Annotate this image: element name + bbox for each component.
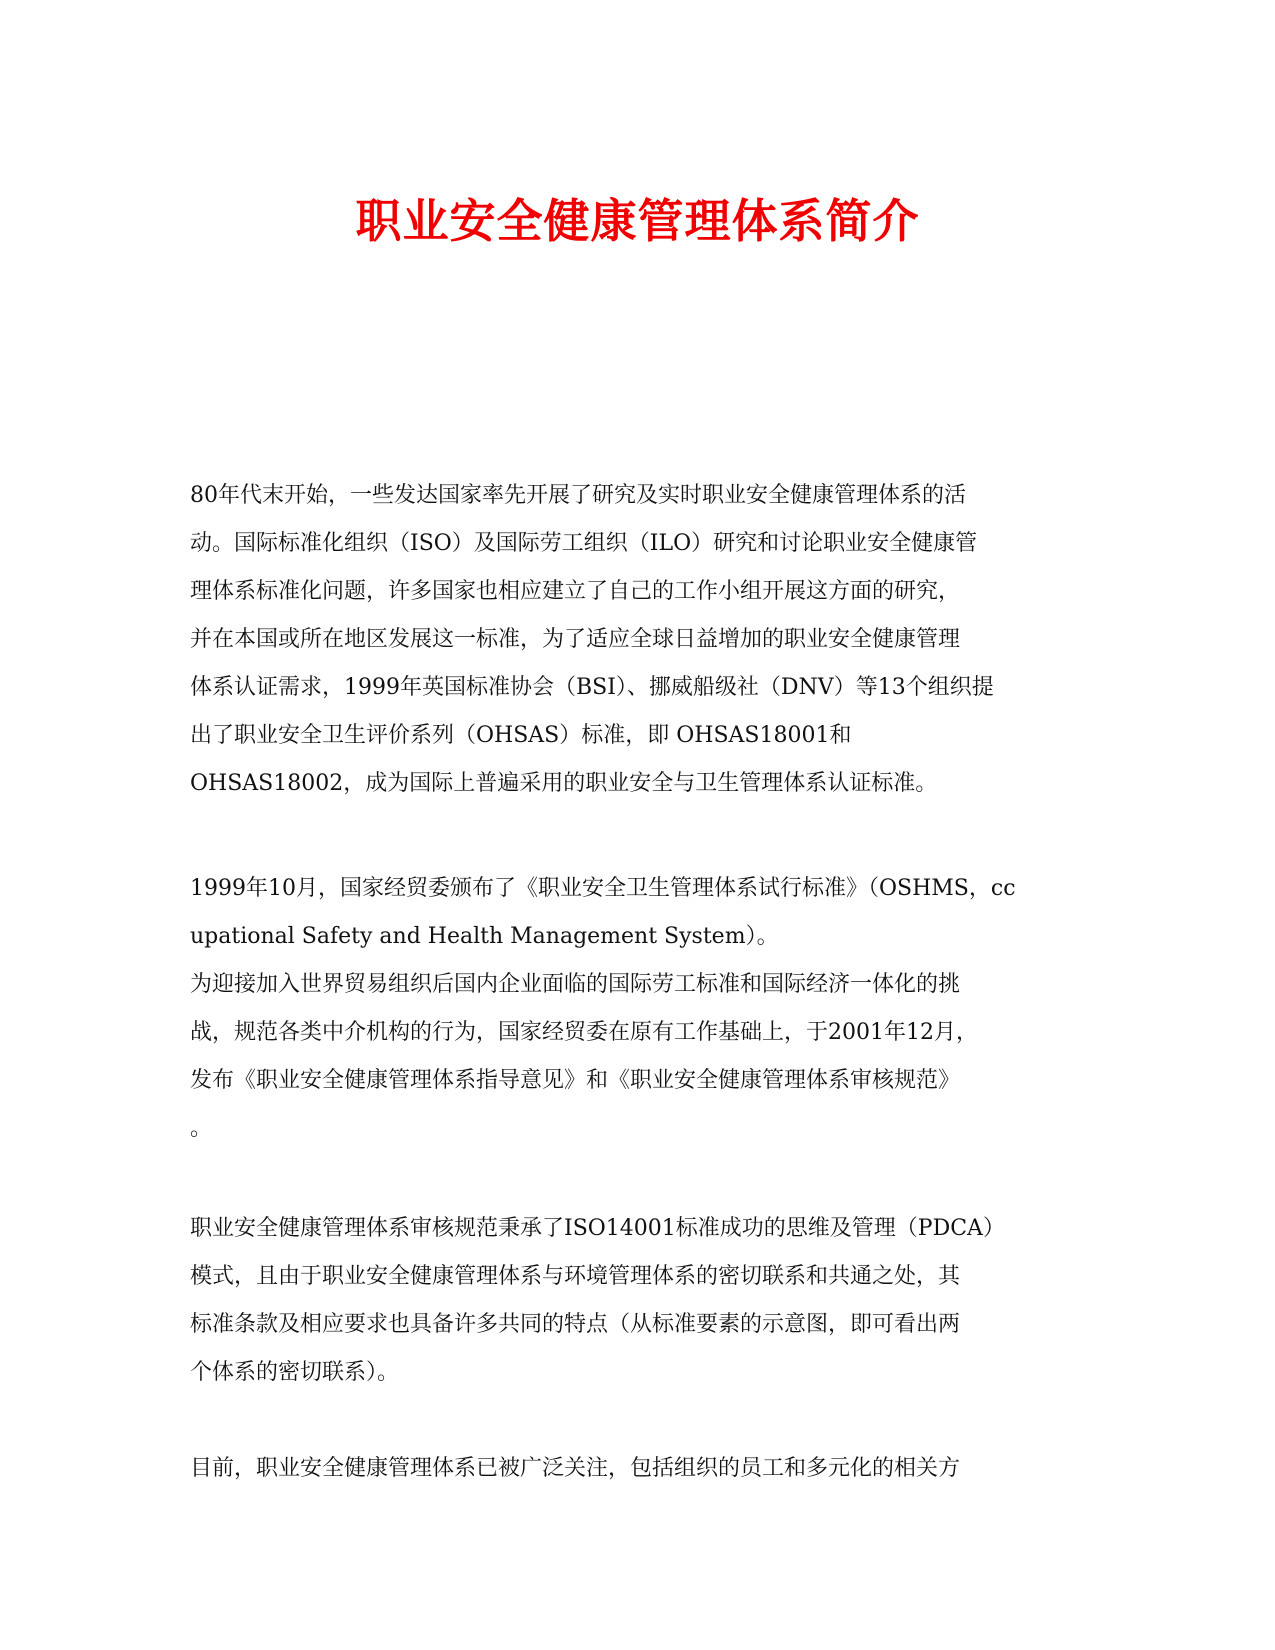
text-line: 体系认证需求，1999年英国标准协会（BSI）、挪威船级社（DNV）等13个组织提: [190, 675, 994, 700]
text-line: 模式，且由于职业安全健康管理体系与环境管理体系的密切联系和共通之处，其: [190, 1264, 961, 1289]
text-line: 目前，职业安全健康管理体系已被广泛关注，包括组织的员工和多元化的相关方: [190, 1456, 961, 1481]
text-line: 战，规范各类中介机构的行为，国家经贸委在原有工作基础上，于2001年12月，: [190, 1020, 978, 1045]
text-line: 职业安全健康管理体系审核规范秉承了ISO14001标准成功的思维及管理（PDCA）: [190, 1216, 1005, 1241]
paragraph-audit-spec: [190, 1205, 1090, 1397]
text-line: 发布《职业安全健康管理体系指导意见》和《职业安全健康管理体系审核规范》: [190, 1068, 961, 1093]
text-line: 80年代末开始，一些发达国家率先开展了研究及实时职业安全健康管理体系的活: [190, 483, 966, 508]
text-line: 个体系的密切联系）。: [190, 1360, 400, 1385]
text-line: upational Safety and Health Management System）。: [190, 924, 779, 949]
text-line: 出了职业安全卫生评价系列（OHSAS）标准，即 OHSAS18001和: [190, 723, 852, 748]
paragraph-history: [190, 472, 1090, 808]
text-line: 1999年10月，国家经贸委颁布了《职业安全卫生管理体系试行标准》（OSHMS，cc: [190, 876, 1016, 901]
text-line: 为迎接加入世界贸易组织后国内企业面临的国际劳工标准和国际经济一体化的挑: [190, 972, 961, 997]
text-line: 标准条款及相应要求也具备许多共同的特点（从标准要素的示意图，即可看出两: [190, 1312, 961, 1337]
page-title: 职业安全健康管理体系简介: [355, 193, 920, 248]
text-line: OHSAS18002，成为国际上普遍采用的职业安全与卫生管理体系认证标准。: [190, 771, 938, 796]
text-line: 并在本国或所在地区发展这一标准，为了适应全球日益增加的职业安全健康管理: [190, 627, 961, 652]
text-line: 动。国际标准化组织（ISO）及国际劳工组织（ILO）研究和讨论职业安全健康管: [190, 531, 978, 556]
text-line: 。: [190, 1116, 213, 1141]
paragraph-china-standards: [190, 865, 1090, 1153]
text-line: 理体系标准化问题，许多国家也相应建立了自己的工作小组开展这方面的研究，: [190, 579, 961, 604]
paragraph-current-status: [190, 1445, 1090, 1493]
